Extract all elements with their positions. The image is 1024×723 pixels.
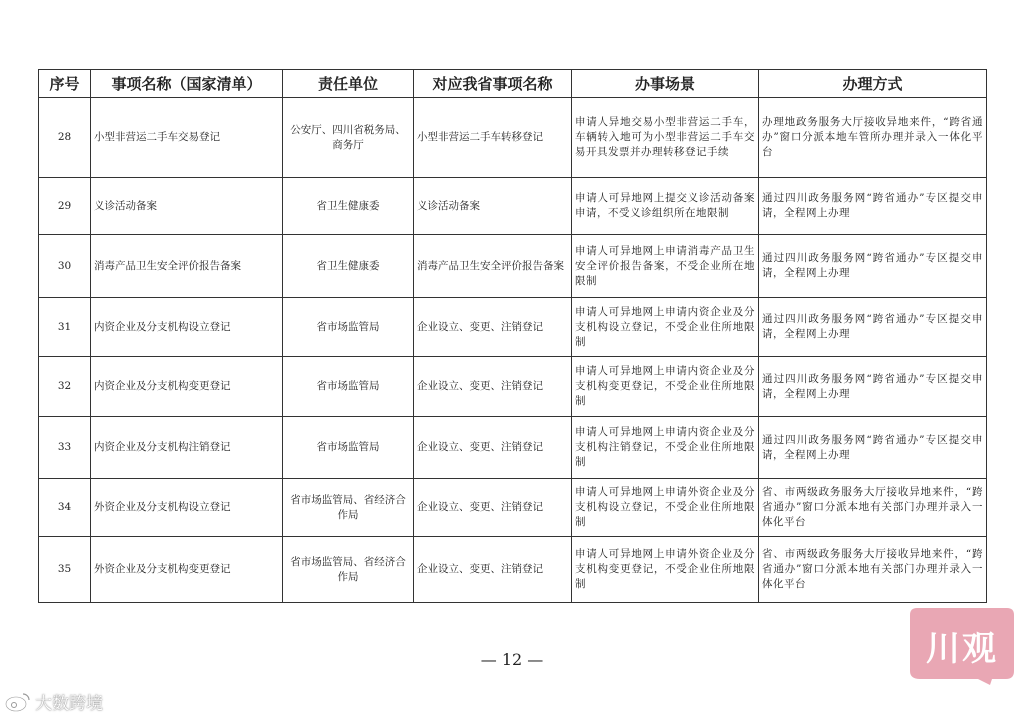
cell-seq: 28 <box>39 98 91 178</box>
header-seq: 序号 <box>39 70 91 98</box>
cell-province-item: 义诊活动备案 <box>414 178 572 235</box>
cell-seq: 29 <box>39 178 91 235</box>
cell-province-item: 小型非营运二手车转移登记 <box>414 98 572 178</box>
cell-seq: 32 <box>39 357 91 417</box>
cell-item-name: 小型非营运二手车交易登记 <box>91 98 283 178</box>
cell-province-item: 企业设立、变更、注销登记 <box>414 357 572 417</box>
cell-unit: 省卫生健康委 <box>283 235 414 298</box>
cell-province-item: 消毒产品卫生安全评价报告备案 <box>414 235 572 298</box>
header-province-item: 对应我省事项名称 <box>414 70 572 98</box>
cell-seq: 34 <box>39 479 91 537</box>
cell-unit: 省市场监管局 <box>283 357 414 417</box>
watermark-right <box>906 605 1018 685</box>
cell-province-item: 企业设立、变更、注销登记 <box>414 479 572 537</box>
table-row <box>39 235 987 298</box>
cell-scene: 申请人可异地网上申请消毒产品卫生安全评价报告备案，不受企业所在地限制 <box>572 235 759 298</box>
cell-item-name: 外资企业及分支机构变更登记 <box>91 537 283 603</box>
cell-unit: 省市场监管局、省经济合作局 <box>283 537 414 603</box>
cell-item-name: 内资企业及分支机构变更登记 <box>91 357 283 417</box>
table-row <box>39 98 987 178</box>
cell-method: 办理地政务服务大厅接收异地来件，“跨省通办”窗口分派本地车管所办理并录入一体化平台 <box>759 98 987 178</box>
header-method: 办理方式 <box>759 70 987 98</box>
items-table <box>38 69 987 603</box>
cell-item-name: 外资企业及分支机构设立登记 <box>91 479 283 537</box>
cell-scene: 申请人可异地网上申请外资企业及分支机构设立登记，不受企业住所地限制 <box>572 479 759 537</box>
cell-item-name: 义诊活动备案 <box>91 178 283 235</box>
cell-method: 通过四川政务服务网“跨省通办”专区提交申请，全程网上办理 <box>759 357 987 417</box>
cell-scene: 申请人可异地网上申请外资企业及分支机构变更登记，不受企业住所地限制 <box>572 537 759 603</box>
cell-province-item: 企业设立、变更、注销登记 <box>414 537 572 603</box>
watermark-left-text: 大数跨境 <box>35 694 103 714</box>
table-row <box>39 537 987 603</box>
cell-seq: 30 <box>39 235 91 298</box>
cell-method: 通过四川政务服务网“跨省通办”专区提交申请，全程网上办理 <box>759 298 987 357</box>
header-scene: 办事场景 <box>572 70 759 98</box>
cell-seq: 31 <box>39 298 91 357</box>
cell-unit: 省市场监管局 <box>283 298 414 357</box>
watermark-right-text: 川观 <box>926 629 998 669</box>
cell-province-item: 企业设立、变更、注销登记 <box>414 298 572 357</box>
cell-unit: 公安厅、四川省税务局、商务厅 <box>283 98 414 178</box>
cell-scene: 申请人可异地网上申请内资企业及分支机构变更登记，不受企业住所地限制 <box>572 357 759 417</box>
cell-seq: 35 <box>39 537 91 603</box>
cell-item-name: 消毒产品卫生安全评价报告备案 <box>91 235 283 298</box>
watermark-left <box>4 689 103 714</box>
cell-scene: 申请人可异地网上申请内资企业及分支机构注销登记，不受企业住所地限制 <box>572 417 759 479</box>
cell-method: 省、市两级政务服务大厅接收异地来件，“跨省通办”窗口分派本地有关部门办理并录入一体化平台 <box>759 537 987 603</box>
cell-scene: 申请人可异地网上申请内资企业及分支机构设立登记，不受企业住所地限制 <box>572 298 759 357</box>
weibo-logo-icon <box>4 691 32 713</box>
cell-item-name: 内资企业及分支机构设立登记 <box>91 298 283 357</box>
cell-scene: 申请人可异地网上提交义诊活动备案申请，不受义诊组织所在地限制 <box>572 178 759 235</box>
cell-item-name: 内资企业及分支机构注销登记 <box>91 417 283 479</box>
page-number: — 12 — <box>480 650 544 669</box>
cell-method: 通过四川政务服务网“跨省通办”专区提交申请，全程网上办理 <box>759 178 987 235</box>
cell-unit: 省市场监管局 <box>283 417 414 479</box>
table-row <box>39 298 987 357</box>
header-responsible-unit: 责任单位 <box>283 70 414 98</box>
cell-province-item: 企业设立、变更、注销登记 <box>414 417 572 479</box>
cell-unit: 省市场监管局、省经济合作局 <box>283 479 414 537</box>
cell-method: 通过四川政务服务网“跨省通办”专区提交申请，全程网上办理 <box>759 235 987 298</box>
table-row <box>39 417 987 479</box>
cell-method: 省、市两级政务服务大厅接收异地来件，“跨省通办”窗口分派本地有关部门办理并录入一体化平台 <box>759 479 987 537</box>
table-row <box>39 479 987 537</box>
table-row <box>39 357 987 417</box>
cell-unit: 省卫生健康委 <box>283 178 414 235</box>
cell-scene: 申请人异地交易小型非营运二手车，车辆转入地可为小型非营运二手车交易开具发票并办理转移登记手续 <box>572 98 759 178</box>
table-header-row <box>39 70 987 98</box>
cell-method: 通过四川政务服务网“跨省通办”专区提交申请，全程网上办理 <box>759 417 987 479</box>
header-item-name: 事项名称（国家清单） <box>91 70 283 98</box>
cell-seq: 33 <box>39 417 91 479</box>
table-row <box>39 178 987 235</box>
